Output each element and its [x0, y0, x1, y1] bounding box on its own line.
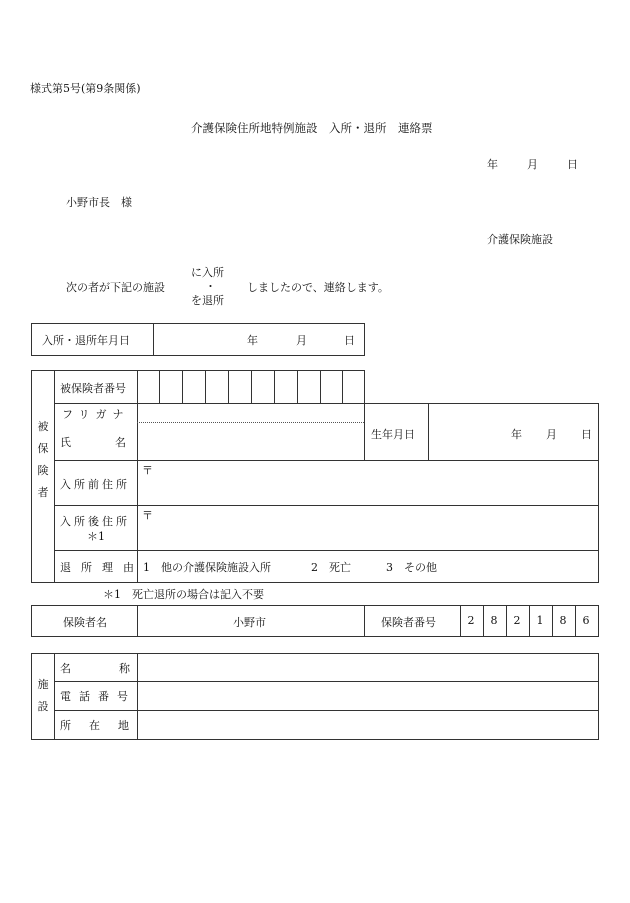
reason-option-1: 1 他の介護保険施設入所 [143, 561, 271, 574]
insurer-number-label: 保険者番号 [381, 616, 436, 629]
insurer-digit: 8 [559, 614, 567, 627]
intro-option-out: を退所 [191, 294, 224, 307]
insured-side-char: 被 [37, 420, 49, 433]
admission-year: 年 [247, 334, 258, 347]
insured-side-char: 者 [37, 486, 49, 499]
insurer-digit: 1 [536, 614, 544, 627]
birthdate-label: 生年月日 [371, 428, 415, 441]
intro-option-in: に入所 [191, 266, 224, 279]
prev-postal-mark: 〒 [142, 464, 153, 477]
post-address-note: ＊1 [87, 530, 105, 543]
header-date-year: 年 [487, 158, 498, 171]
form-number: 様式第5号(第9条関係) [30, 82, 141, 95]
reason-option-2: 2 死亡 [311, 561, 351, 574]
prev-address-label: 入所前住所 [60, 478, 130, 491]
furigana-label: フリガナ [62, 408, 130, 421]
birth-day: 日 [581, 428, 592, 441]
facility-name-label: 名称 [60, 662, 178, 675]
birth-month: 月 [546, 428, 557, 441]
insurer-digit: 6 [582, 614, 590, 627]
post-address-label: 入所後住所 [60, 515, 130, 528]
form-title: 介護保険住所地特例施設 入所・退所 連絡票 [191, 121, 433, 135]
facility-phone-label: 電話番号 [60, 690, 136, 703]
facility-side-char: 設 [37, 700, 49, 713]
insurer-digit: 8 [490, 614, 498, 627]
admission-day: 日 [344, 334, 355, 347]
sender-label: 介護保険施設 [487, 233, 553, 246]
intro-suffix: しましたので、連絡します。 [247, 281, 389, 294]
header-date-month: 月 [527, 158, 538, 171]
header-date [487, 156, 578, 172]
insured-number-label: 被保険者番号 [60, 382, 126, 395]
reason-option-3: 3 その他 [386, 561, 437, 574]
insurer-name-label: 保険者名 [63, 616, 107, 629]
admission-month: 月 [296, 334, 307, 347]
post-postal-mark: 〒 [142, 509, 153, 522]
insurer-digit: 2 [513, 614, 521, 627]
intro-prefix: 次の者が下記の施設 [66, 281, 165, 294]
footnote: ＊1 死亡退所の場合は記入不要 [103, 588, 264, 601]
insured-side-char: 保 [37, 442, 49, 455]
birth-year: 年 [511, 428, 522, 441]
insurer-name-value: 小野市 [233, 616, 266, 629]
facility-address-label: 所在地 [60, 719, 147, 732]
facility-side-char: 施 [37, 678, 49, 691]
insured-side-label [35, 416, 51, 504]
intro-option-dot: ・ [205, 280, 216, 293]
addressee: 小野市長 様 [66, 196, 132, 209]
name-label [60, 434, 170, 450]
admission-date-label: 入所・退所年月日 [42, 334, 130, 347]
insured-side-char: 険 [37, 464, 49, 477]
name-label-text: 氏名 [60, 436, 170, 449]
reason-label: 退所理由 [60, 561, 144, 574]
facility-side-label [35, 674, 51, 718]
header-date-day: 日 [567, 158, 578, 171]
insurer-digit: 2 [467, 614, 475, 627]
